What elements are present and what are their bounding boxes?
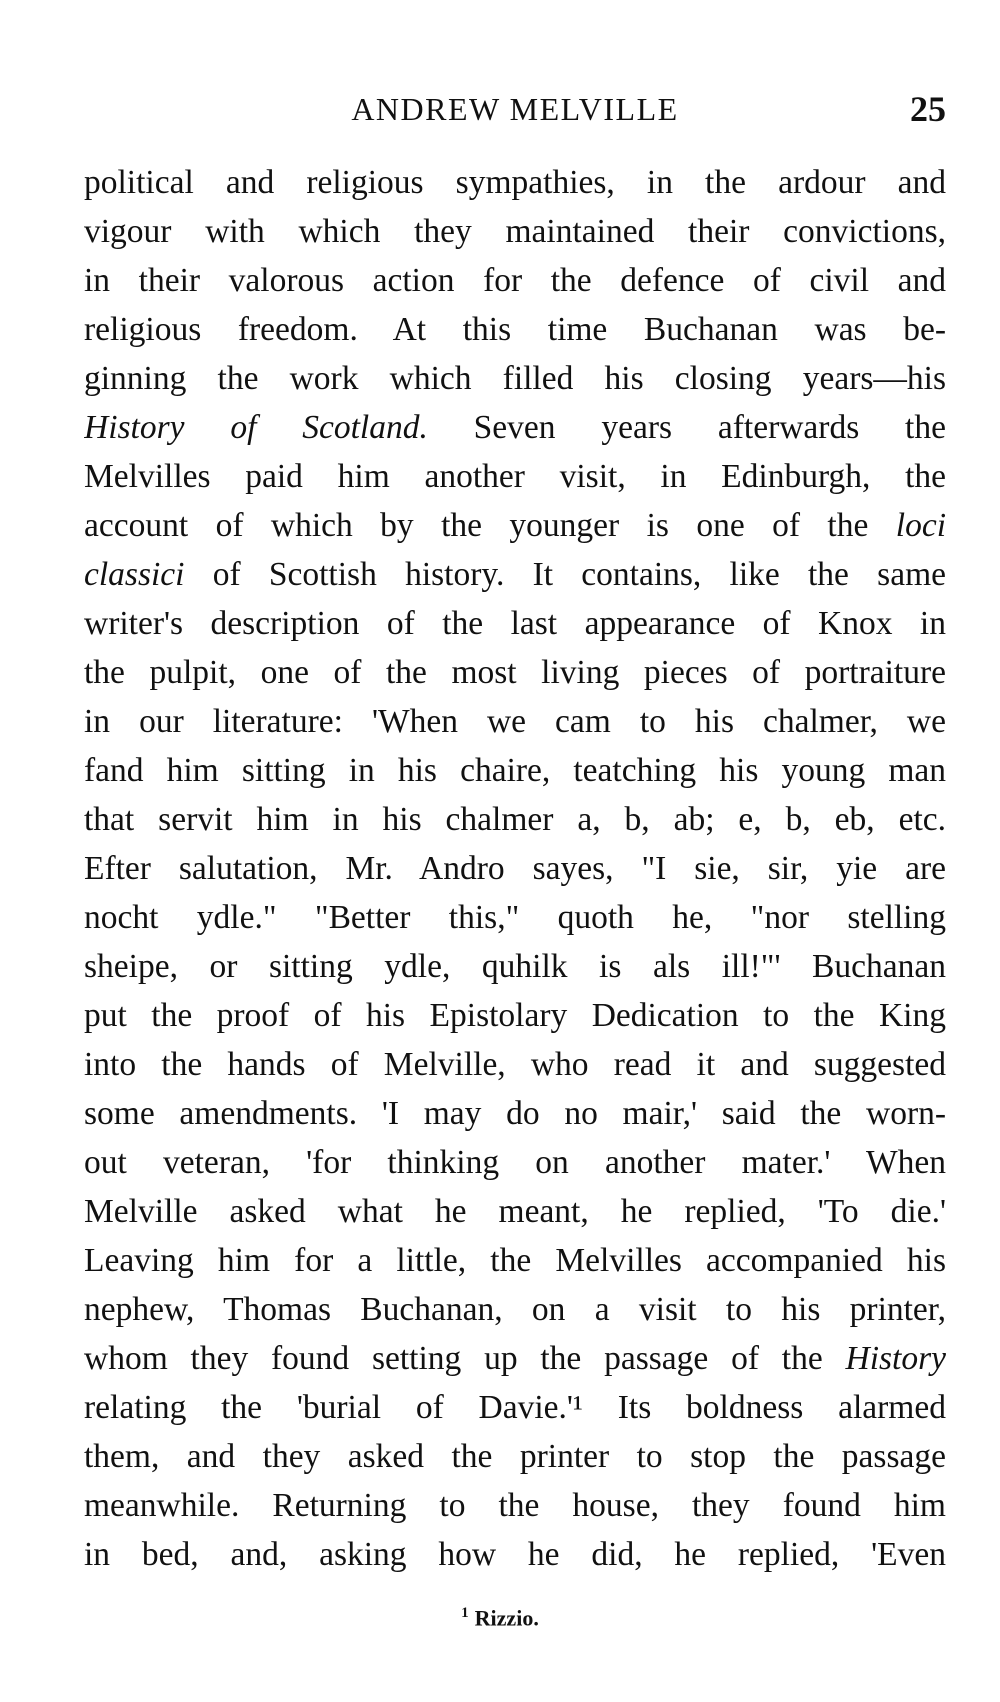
text-line: that servit him in his chalmer a, b, ab; e, b, eb, etc. xyxy=(84,801,946,838)
text-line: out veteran, 'for thinking on another mater.' When xyxy=(84,1144,946,1181)
text-line: nephew, Thomas Buchanan, on a visit to his printer, xyxy=(84,1291,946,1328)
text-line: classici of Scottish history. It contains, like the same xyxy=(84,556,946,593)
text-line: Melville asked what he meant, he replied, 'To die.' xyxy=(84,1193,946,1230)
text-line: Efter salutation, Mr. Andro sayes, "I sie, sir, yie are xyxy=(84,850,946,887)
text-line: political and religious sympathies, in the ardour and xyxy=(84,164,946,201)
text-line: the pulpit, one of the most living pieces of portraiture xyxy=(84,654,946,691)
text-line: History of Scotland. Seven years afterwards the xyxy=(84,409,946,446)
text-line: whom they found setting up the passage of the History xyxy=(84,1340,946,1377)
text-line: in our literature: 'When we cam to his chalmer, we xyxy=(84,703,946,740)
body-text xyxy=(84,158,946,1579)
text-line: ginning the work which filled his closing years—his xyxy=(84,360,946,397)
text-line: Leaving him for a little, the Melvilles accompanied his xyxy=(84,1242,946,1279)
text-line: in bed, and, asking how he did, he replied, 'Even xyxy=(84,1536,946,1573)
text-line: sheipe, or sitting ydle, quhilk is als ill!"' Buchanan xyxy=(84,948,946,985)
page-number: 25 xyxy=(910,89,946,129)
text-line: some amendments. 'I may do no mair,' said the worn- xyxy=(84,1095,946,1132)
running-title: ANDREW MELVILLE xyxy=(351,91,679,127)
text-line: them, and they asked the printer to stop the passage xyxy=(84,1438,946,1475)
text-line: religious freedom. At this time Buchanan was be- xyxy=(84,311,946,348)
text-line: vigour with which they maintained their convictions, xyxy=(84,213,946,250)
text-line: into the hands of Melville, who read it and suggested xyxy=(84,1046,946,1083)
footnote-text: Rizzio. xyxy=(474,1605,539,1631)
footnote xyxy=(0,1598,1000,1633)
text-line: Melvilles paid him another visit, in Edinburgh, the xyxy=(84,458,946,495)
text-line: writer's description of the last appearance of Knox in xyxy=(84,605,946,642)
text-line: put the proof of his Epistolary Dedication to the King xyxy=(84,997,946,1034)
text-line: nocht ydle." "Better this," quoth he, "nor stelling xyxy=(84,899,946,936)
page-header xyxy=(84,84,946,140)
footnote-marker: 1 xyxy=(461,1605,469,1621)
text-line: account of which by the younger is one of the loci xyxy=(84,507,946,544)
text-line: in their valorous action for the defence of civil and xyxy=(84,262,946,299)
text-line: relating the 'burial of Davie.'¹ Its boldness alarmed xyxy=(84,1389,946,1426)
text-line: meanwhile. Returning to the house, they found him xyxy=(84,1487,946,1524)
text-line: fand him sitting in his chaire, teatching his young man xyxy=(84,752,946,789)
